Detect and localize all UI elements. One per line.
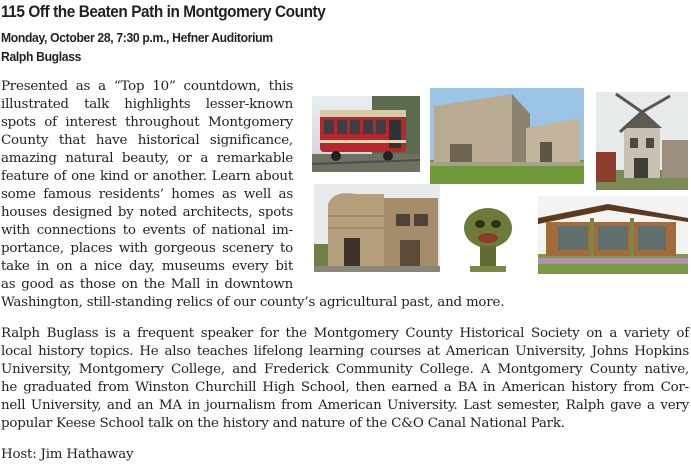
paragraph-line: popular Keese School talk on the history and nature of the C&O Canal National Park. bbox=[1, 416, 565, 431]
date-location: Monday, October 28, 7:30 p.m., Hefner Auditorium bbox=[1, 30, 273, 45]
article-title: 115 Off the Beaten Path in Montgomery County bbox=[1, 3, 326, 21]
windmill-house-photo bbox=[596, 92, 688, 190]
paragraph-line: University, Montgomery College, and Frederick Community College. A Montgomery County native, bbox=[1, 362, 689, 377]
paragraph-line: with connections to events of national im- bbox=[1, 223, 293, 238]
paragraph-line: spots of interest throughout Montgomery bbox=[1, 115, 293, 130]
topiary-photo bbox=[448, 202, 528, 272]
paragraph-line: houses designed by noted architects, spots bbox=[1, 205, 293, 220]
paragraph-line: Washington, still-standing relics of our county’s agricultural past, and more. bbox=[1, 295, 505, 310]
paragraph-line: amazing natural beauty, or a remarkable bbox=[1, 151, 293, 166]
paragraph-line: as good as those on the Mall in downtown bbox=[1, 277, 293, 292]
modern-building-photo bbox=[430, 88, 584, 184]
paragraph-line: illustrated talk highlights lesser-known bbox=[1, 97, 293, 112]
paragraph-line: local history topics. He also teaches lifelong learning courses at American University, Johns Hopkins bbox=[1, 344, 689, 359]
paragraph-line: some famous residents’ homes as well as bbox=[1, 187, 293, 202]
nature-center-photo bbox=[538, 196, 688, 274]
paragraph-line: Presented as a “Top 10” countdown, this bbox=[1, 79, 293, 94]
paragraph-line: nell University, and an MA in journalism from American University. Last semester, Ralph gave a very bbox=[1, 398, 689, 413]
paragraph-line: County that have historical significance, bbox=[1, 133, 293, 148]
paragraph-line: he graduated from Winston Churchill High School, then earned a BA in American history from Cor- bbox=[1, 380, 689, 395]
paragraph-line: Ralph Buglass is a frequent speaker for the Montgomery County Historical Society on a variety of bbox=[1, 326, 689, 341]
host-line: Host: Jim Hathaway bbox=[1, 447, 134, 462]
trolley-photo bbox=[312, 96, 420, 172]
speaker-name: Ralph Buglass bbox=[1, 49, 82, 64]
paragraph-line: portance, places with gorgeous scenery to bbox=[1, 241, 293, 256]
paragraph-line: feature of one kind or another. Learn about bbox=[1, 169, 293, 184]
stone-house-photo bbox=[314, 184, 440, 272]
photo-collage bbox=[310, 88, 688, 274]
paragraph-line: take in on a nice day, museums every bit bbox=[1, 259, 293, 274]
